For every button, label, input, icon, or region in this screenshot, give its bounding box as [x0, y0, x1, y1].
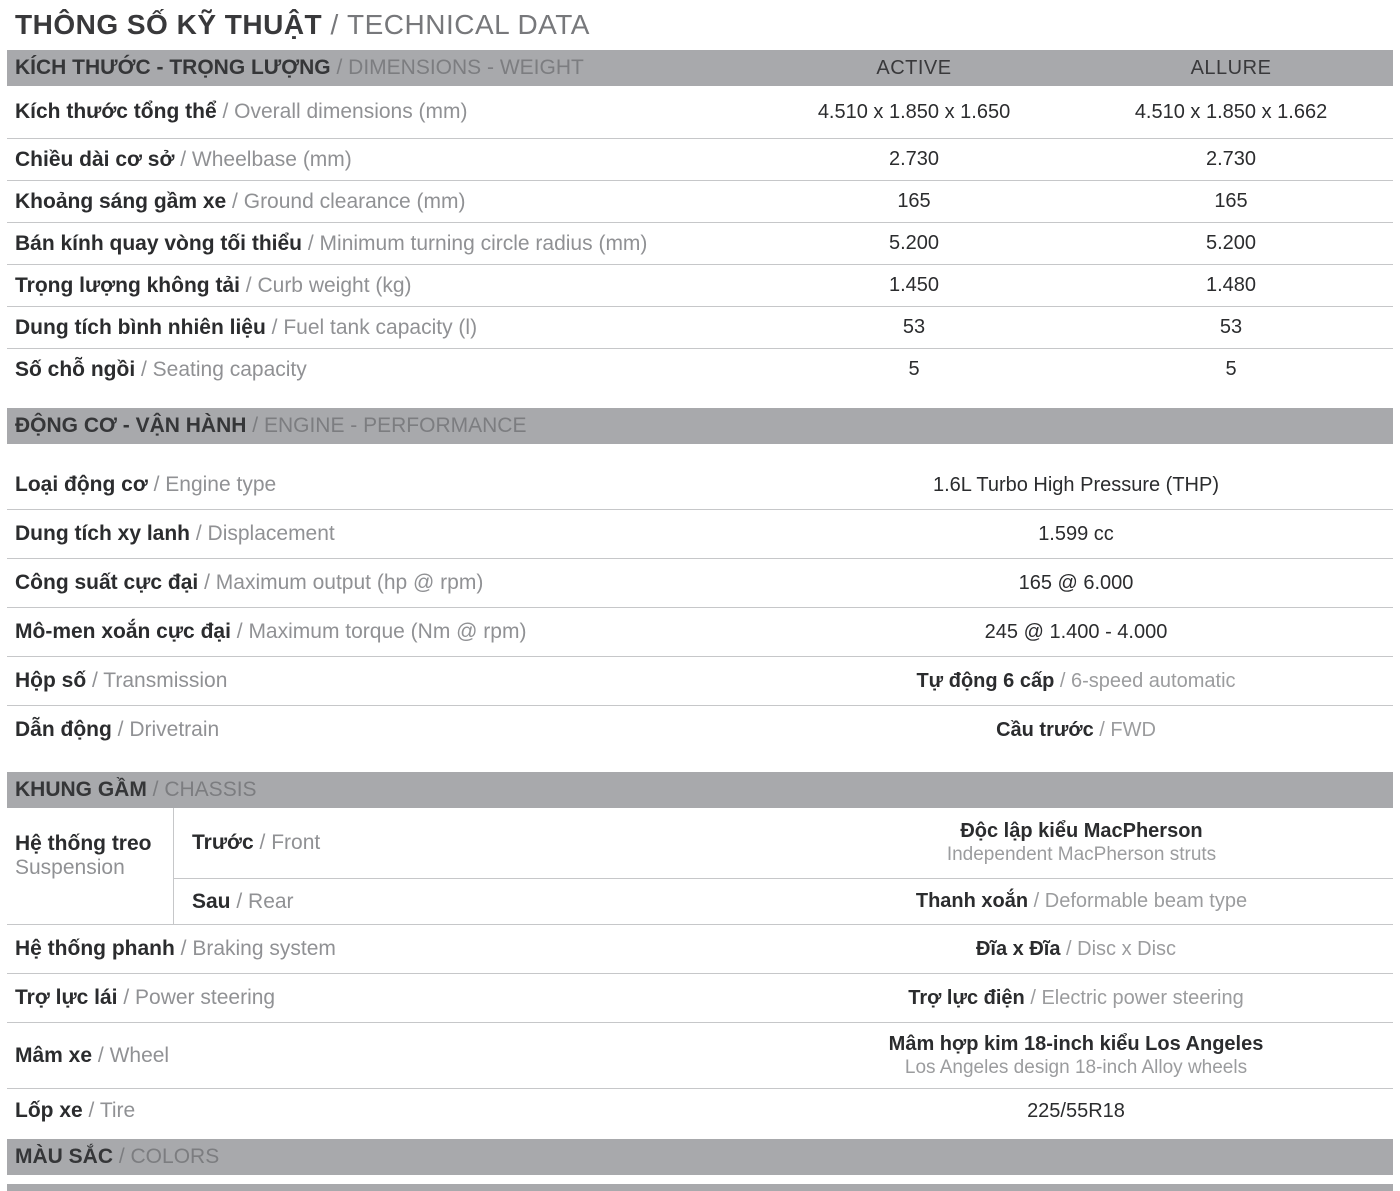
row-label — [7, 274, 759, 298]
section-header-label — [7, 778, 759, 802]
row-label-separator: / — [147, 473, 166, 496]
value-allure: 165 — [1214, 190, 1248, 212]
row-value-line2: Los Angeles design 18-inch Alloy wheels — [904, 1056, 1248, 1078]
table-row — [7, 608, 1393, 657]
row-label-vn: Loại động cơ — [15, 473, 148, 496]
table-row — [7, 181, 1393, 223]
row-label-separator: / — [198, 571, 216, 594]
column-header-active: ACTIVE — [876, 56, 952, 79]
row-value: 245 @ 1.400 - 4.000 — [984, 620, 1168, 643]
value-allure: 2.730 — [1205, 148, 1257, 170]
section-header-en: COLORS — [130, 1145, 220, 1168]
row-label-vn: Trước — [192, 831, 254, 854]
row-value — [759, 670, 1393, 693]
row-label — [174, 890, 770, 914]
section-header-vn: KHUNG GẦM — [15, 778, 147, 801]
value-allure: 5 — [1225, 358, 1237, 380]
row-label — [7, 522, 759, 546]
row-label-separator: / — [174, 937, 193, 960]
table-row-braking — [7, 925, 1393, 974]
section-header-label — [7, 1145, 759, 1169]
row-label — [7, 148, 759, 172]
row-label-vn: Dung tích xy lanh — [15, 522, 191, 545]
value-active: 2.730 — [888, 148, 940, 170]
row-label-en: Wheelbase (mm) — [191, 147, 352, 171]
row-label-separator: / — [82, 1099, 100, 1122]
row-label-separator: / — [253, 831, 272, 854]
row-label-en: Engine type — [165, 473, 277, 496]
page-title-separator: / — [322, 9, 348, 40]
row-value — [759, 938, 1393, 961]
section-header-en: CHASSIS — [164, 778, 257, 801]
row-label-en: Minimum turning circle radius (mm) — [319, 231, 648, 255]
dimensions-table — [7, 86, 1393, 390]
row-label-en: Fuel tank capacity (l) — [283, 315, 478, 339]
row-label-separator: / — [265, 315, 284, 339]
row-label-vn: Số chỗ ngồi — [15, 357, 136, 381]
table-row — [7, 265, 1393, 307]
row-label-en: Power steering — [135, 986, 276, 1009]
engine-table — [7, 461, 1393, 754]
row-label — [7, 473, 759, 497]
section-header-en: DIMENSIONS - WEIGHT — [348, 56, 584, 79]
section-header-engine — [7, 408, 1393, 444]
table-row — [7, 559, 1393, 608]
row-label-en: Rear — [248, 889, 294, 913]
row-label-en: Drivetrain — [129, 718, 220, 741]
value-active: 5 — [908, 358, 920, 380]
section-header-en: ENGINE - PERFORMANCE — [263, 414, 527, 437]
row-label-vn: Dẫn động — [15, 718, 112, 741]
section-header-dimensions — [7, 50, 1393, 86]
table-row — [7, 139, 1393, 181]
row-label-en: Braking system — [192, 937, 336, 960]
row-value-en: FWD — [1110, 718, 1156, 741]
row-value-vn: Đĩa x Đĩa — [975, 937, 1061, 960]
row-label-vn: Dung tích bình nhiên liệu — [15, 315, 266, 339]
row-label — [7, 100, 759, 124]
section-header-chassis — [7, 772, 1393, 808]
row-value-en: Deformable beam type — [1044, 890, 1248, 912]
row-value — [759, 719, 1393, 742]
row-value-vn: Cầu trước — [996, 718, 1094, 741]
row-label-en: Tire — [99, 1099, 136, 1122]
row-label — [7, 620, 759, 644]
page-title — [7, 0, 1393, 50]
row-label-vn: Sau — [192, 889, 231, 913]
row-label-separator: / — [174, 147, 192, 171]
row-label-separator: / — [226, 189, 244, 213]
section-header-separator: / — [246, 414, 264, 437]
value-active: 1.450 — [888, 274, 940, 296]
row-label — [7, 1099, 759, 1123]
suspension-block — [7, 808, 1393, 925]
column-header-allure: ALLURE — [1190, 56, 1272, 79]
row-value-vn: Thanh xoắn — [915, 890, 1029, 912]
value-allure: 53 — [1219, 316, 1243, 338]
row-label-vn: Chiều dài cơ sở — [15, 147, 175, 171]
row-label-en: Overall dimensions (mm) — [234, 100, 468, 123]
row-label — [7, 358, 759, 382]
row-value: 165 @ 6.000 — [1018, 571, 1134, 594]
table-row-suspension-front — [174, 808, 1393, 878]
row-label-vn: Bán kính quay vòng tối thiểu — [15, 231, 303, 255]
row-label-vn: Trợ lực lái — [15, 986, 118, 1009]
row-label-vn: Công suất cực đại — [15, 571, 199, 594]
table-row — [7, 657, 1393, 706]
page-title-en: TECHNICAL DATA — [347, 9, 590, 40]
section-header-label — [7, 414, 759, 438]
suspension-label-vn: Hệ thống treo — [15, 832, 152, 855]
row-label-en: Ground clearance (mm) — [243, 189, 466, 213]
page-title-vn: THÔNG SỐ KỸ THUẬT — [15, 9, 323, 40]
row-value-separator: / — [1054, 669, 1071, 692]
row-value-separator: / — [1060, 937, 1078, 960]
section-header-separator: / — [113, 1145, 131, 1168]
row-label-vn: Hệ thống phanh — [15, 937, 175, 960]
row-label-separator: / — [86, 669, 104, 692]
row-value: 225/55R18 — [1027, 1099, 1125, 1122]
table-row — [7, 510, 1393, 559]
row-label — [7, 937, 759, 961]
row-value-separator: / — [1028, 890, 1045, 912]
section-header-colors — [7, 1139, 1393, 1175]
row-value-line2: Independent MacPherson struts — [946, 844, 1217, 865]
value-active: 165 — [897, 190, 931, 212]
table-row-tire — [7, 1089, 1393, 1133]
section-header-vn: KÍCH THƯỚC - TRỌNG LƯỢNG — [15, 56, 331, 79]
row-label-en: Wheel — [109, 1043, 170, 1067]
row-label — [7, 232, 759, 256]
row-value-line1: Độc lập kiểu MacPherson — [960, 820, 1203, 842]
row-label-vn: Khoảng sáng gầm xe — [15, 189, 227, 213]
row-label-en: Maximum torque (Nm @ rpm) — [248, 620, 527, 643]
row-label — [7, 718, 759, 742]
row-value-vn: Tự động 6 cấp — [916, 669, 1055, 692]
row-label-en: Front — [271, 831, 321, 854]
row-label — [7, 190, 759, 214]
row-label-vn: Mô-men xoắn cực đại — [15, 620, 231, 643]
row-value-separator: / — [1093, 718, 1111, 741]
section-header-vn: MÀU SẮC — [15, 1145, 113, 1168]
value-active: 53 — [902, 316, 926, 338]
value-allure: 4.510 x 1.850 x 1.662 — [1134, 100, 1328, 123]
suspension-label-en: Suspension — [15, 856, 125, 879]
table-row-steering — [7, 974, 1393, 1023]
row-value — [759, 1033, 1393, 1079]
row-label-vn: Kích thước tổng thể — [15, 100, 217, 123]
row-value-en: 6-speed automatic — [1070, 669, 1236, 692]
row-label-separator: / — [302, 231, 320, 255]
table-row-wheel — [7, 1023, 1393, 1089]
table-row — [7, 307, 1393, 349]
row-label-separator: / — [216, 100, 235, 123]
row-label-separator: / — [190, 522, 208, 545]
row-value — [770, 890, 1393, 913]
table-row — [7, 461, 1393, 510]
row-label-vn: Trọng lượng không tải — [15, 273, 240, 297]
section-header-separator: / — [146, 778, 165, 801]
row-label-separator: / — [230, 889, 249, 913]
table-row — [7, 349, 1393, 390]
row-label-vn: Hộp số — [15, 669, 87, 692]
value-allure: 5.200 — [1205, 232, 1257, 254]
value-active: 4.510 x 1.850 x 1.650 — [817, 100, 1011, 123]
row-label-vn: Lốp xe — [15, 1099, 83, 1122]
row-value-line1: Mâm hợp kim 18-inch kiểu Los Angeles — [888, 1032, 1264, 1055]
row-value-en: Electric power steering — [1041, 986, 1244, 1009]
row-label — [174, 831, 770, 855]
table-row — [7, 86, 1393, 139]
table-row — [7, 223, 1393, 265]
section-header-vn: ĐỘNG CƠ - VẬN HÀNH — [15, 414, 247, 437]
row-label-vn: Mâm xe — [15, 1043, 93, 1067]
row-label-separator: / — [92, 1043, 110, 1067]
value-allure: 1.480 — [1205, 274, 1257, 296]
row-value — [770, 820, 1393, 866]
row-label-separator: / — [135, 357, 153, 381]
row-value-separator: / — [1024, 986, 1042, 1009]
row-value-en: Disc x Disc — [1077, 937, 1177, 960]
row-label — [7, 571, 759, 595]
row-value — [759, 987, 1393, 1010]
row-label-en: Seating capacity — [152, 357, 307, 381]
row-value-vn: Trợ lực điện — [908, 986, 1025, 1009]
row-label-en: Maximum output (hp @ rpm) — [215, 571, 484, 594]
row-value: 1.599 cc — [1038, 522, 1114, 545]
table-row-suspension-rear — [174, 878, 1393, 924]
row-label — [7, 986, 759, 1010]
row-label-en: Transmission — [103, 669, 228, 692]
suspension-subrows — [174, 808, 1393, 924]
row-label-en: Displacement — [207, 522, 335, 545]
row-label-separator: / — [111, 718, 130, 741]
section-header-separator: / — [330, 56, 349, 79]
section-header-label — [7, 56, 759, 80]
row-label — [7, 1044, 759, 1068]
row-label-separator: / — [230, 620, 249, 643]
row-label — [7, 669, 759, 693]
row-label-en: Curb weight (kg) — [257, 273, 412, 297]
suspension-label — [7, 808, 174, 924]
row-label-separator: / — [117, 986, 136, 1009]
value-active: 5.200 — [888, 232, 940, 254]
row-label-separator: / — [239, 273, 258, 297]
row-value: 1.6L Turbo High Pressure (THP) — [932, 473, 1220, 496]
table-row — [7, 706, 1393, 754]
row-label — [7, 316, 759, 340]
